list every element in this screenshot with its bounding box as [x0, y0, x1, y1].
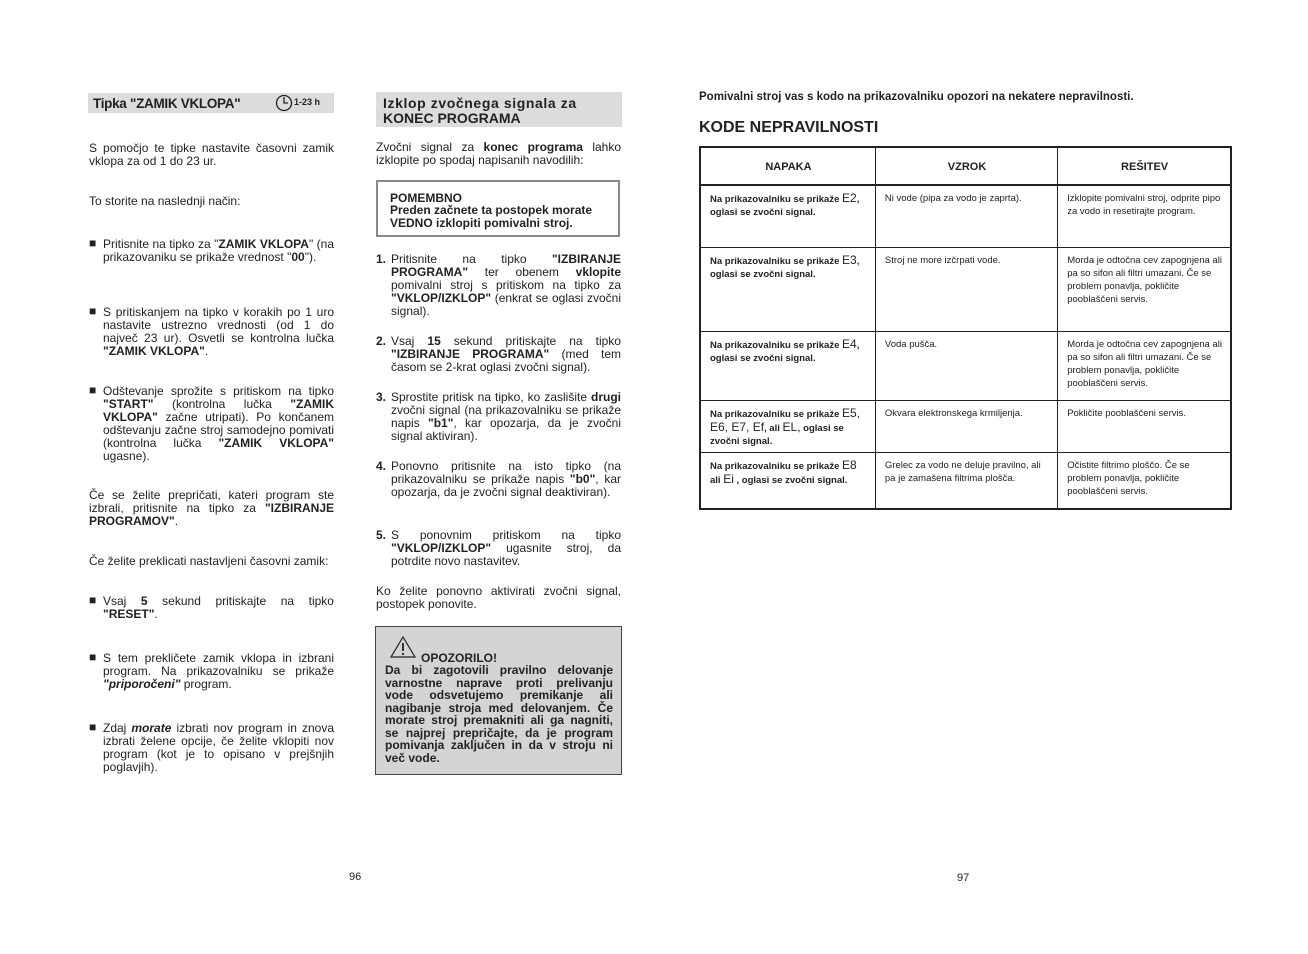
page-number: 97 [957, 872, 970, 884]
cell-resitev: Morda je odtočna cev zapognjena ali pa so sifon ali filtri umazani. Če se problem ponavlja, pokličite pooblaščeni servis. [1058, 247, 1231, 331]
list-item: ■ Zdaj morate izbrati nov program in znova izbrati želene opcije, če želite vklopiti nov program (kot je to opisano v prejšnjih poglavjih). [89, 722, 334, 774]
step-item: 1. Pritisnite na tipko "IZBIRANJE PROGRAMA" ter obenem vklopite pomivalni stroj s pritiskom na tipko za "VKLOP/IZKLOP" (enkrat se oglasi zvočni signal). [376, 252, 621, 318]
cell-vzrok: Grelec za vodo ne deluje pravilno, ali pa je zamašena filtrima plošča. [875, 452, 1057, 509]
cell-vzrok: Stroj ne more izčrpati vode. [875, 247, 1057, 331]
timer-badge: 1-23 h [294, 97, 321, 107]
howto-paragraph: To storite na naslednji način: [89, 194, 241, 208]
cell-resitev: Očistite filtrimo ploščo. Če se problem ponavlja, pokličite pooblaščeni servis. [1058, 452, 1231, 509]
signal-intro: Zvočni signal za konec programa lahko izklopite po spodaj napisanih navodilih: [376, 140, 622, 167]
section-heading-signal [376, 92, 622, 127]
table-row [700, 331, 1231, 400]
heading-line-1: Izklop zvočnega signala za [383, 95, 577, 111]
heading-text: Tipka "ZAMIK VKLOPA" [93, 96, 241, 111]
cell-vzrok: Ni vode (pipa za vodo je zaprta). [875, 185, 1057, 247]
important-box [376, 180, 620, 237]
warning-title: OPOZORILO! [421, 651, 497, 665]
cancel-intro: Če želite preklicati nastavljeni časovni zamik: [89, 554, 329, 568]
page-number: 96 [349, 871, 362, 883]
cell-napaka: Na prikazovalniku se prikaže E8 ali Ei , oglasi se zvočni signal. [700, 452, 875, 509]
table-row [700, 247, 1231, 331]
intro-paragraph: S pomočjo te tipke nastavite časovni zamik vklopa za od 1 do 23 ur. [89, 141, 334, 168]
header-vzrok: VZROK [875, 147, 1057, 185]
list-item: ■ S tem prekličete zamik vklopa in izbrani program. Na prikazovalniku se prikaže "priporočeni" program. [89, 652, 334, 691]
section-heading-delay [88, 93, 334, 113]
fault-codes-table [699, 146, 1232, 510]
table-row [700, 400, 1231, 452]
list-item: ■ S pritiskanjem na tipko v korakih po 1 uro nastavite ustrezno vrednosti (od 1 do največ 23 ur). Osvetli se kontrolna lučka "ZAMIK VKLOPA". [89, 306, 334, 358]
cell-napaka: Na prikazovalniku se prikaže E3, oglasi se zvočni signal. [700, 247, 875, 331]
cell-resitev: Pokličite pooblaščeni servis. [1058, 400, 1231, 452]
fault-intro: Pomivalni stroj vas s kodo na prikazovalniku opozori na nekatere nepravilnosti. [699, 91, 1134, 103]
reactivate-paragraph: Ko želite ponovno aktivirati zvočni signal, postopek ponovite. [376, 584, 621, 611]
page-title: KODE NEPRAVILNOSTI [699, 119, 879, 136]
important-text: Preden začnete ta postopek morate VEDNO izklopiti pomivalni stroj. [390, 203, 593, 230]
list-item: ■ Vsaj 5 sekund pritiskajte na tipko "RESET". [89, 595, 334, 621]
step-item: 4. Ponovno pritisnite na isto tipko (na prikazovalniku se prikaže napis "b0", kar opozarja, da je zvočni signal deaktiviran). [376, 459, 622, 499]
reconsider-paragraph: Če se želite prepričati, kateri program ste izbrali, pritisnite na tipko za "IZBIRANJE PROGRAMOV". [89, 488, 334, 528]
list-item: ■ Pritisnite na tipko za "ZAMIK VKLOPA" (na prikazovaniku se prikaže vrednost "00"). [89, 238, 334, 264]
step-item: 2. Vsaj 15 sekund pritiskajte na tipko "IZBIRANJE PROGRAMA" (med tem časom se 2-krat oglasi zvočni signal). [376, 334, 621, 374]
warning-icon [390, 636, 416, 661]
cell-napaka: Na prikazovalniku se prikaže E4, oglasi se zvočni signal. [700, 331, 875, 400]
list-item: ■ Odštevanje sprožite s pritiskom na tipko "START" (kontrolna lučka "ZAMIK VKLOPA" začne utripati). Po končanem odštevanju začne stroj samodejno pomivati (kontrolna lučka "ZAMIK VKLOPA" ugasne). [89, 385, 334, 463]
cell-napaka: Na prikazovalniku se prikaže E5, E6, E7, Ef, ali EL, oglasi se zvočni signal. [700, 400, 875, 452]
cell-vzrok: Voda pušča. [875, 331, 1057, 400]
cell-resitev: Morda je odtočna cev zapognjena ali pa so sifon ali filtri umazani. Če se problem ponavlja, pokličite pooblaščeni servis. [1058, 331, 1231, 400]
cell-resitev: Izklopite pomivalni stroj, odprite pipo za vodo in resetirajte program. [1058, 185, 1231, 247]
heading-line-2: KONEC PROGRAMA [383, 110, 521, 126]
cell-napaka: Na prikazovalniku se prikaže E2, oglasi se zvočni signal. [700, 185, 875, 247]
step-item: 3. Sprostite pritisk na tipko, ko zaslišite drugi zvočni signal (na prikazovalniku se prikaže napis "b1", kar opozarja, da je zvočni signal aktiviran). [376, 390, 621, 443]
header-resitev: REŠITEV [1058, 147, 1231, 185]
important-title: POMEMBNO [390, 191, 462, 205]
table-row [700, 185, 1231, 247]
warning-text: Da bi zagotovili pravilno delovanje varnostne naprave proti prelivanju vode odsvetujemo premikanje ali nagibanje stroja med delovanjem. Če morate stroj premakniti ali ga nagniti, se najprej prepričajte, da je program pomivanja zaključen in da v stroju ni več vode. [385, 663, 613, 765]
table-header-row [700, 147, 1231, 185]
clock-icon [275, 94, 293, 115]
warning-box [375, 626, 622, 775]
cell-vzrok: Okvara elektronskega krmiljenja. [875, 400, 1057, 452]
header-napaka: NAPAKA [700, 147, 875, 185]
step-item: 5. S ponovnim pritiskom na tipko "VKLOP/IZKLOP" ugasnite stroj, da potrdite novo nastavitev. [376, 528, 621, 568]
table-row [700, 452, 1231, 509]
